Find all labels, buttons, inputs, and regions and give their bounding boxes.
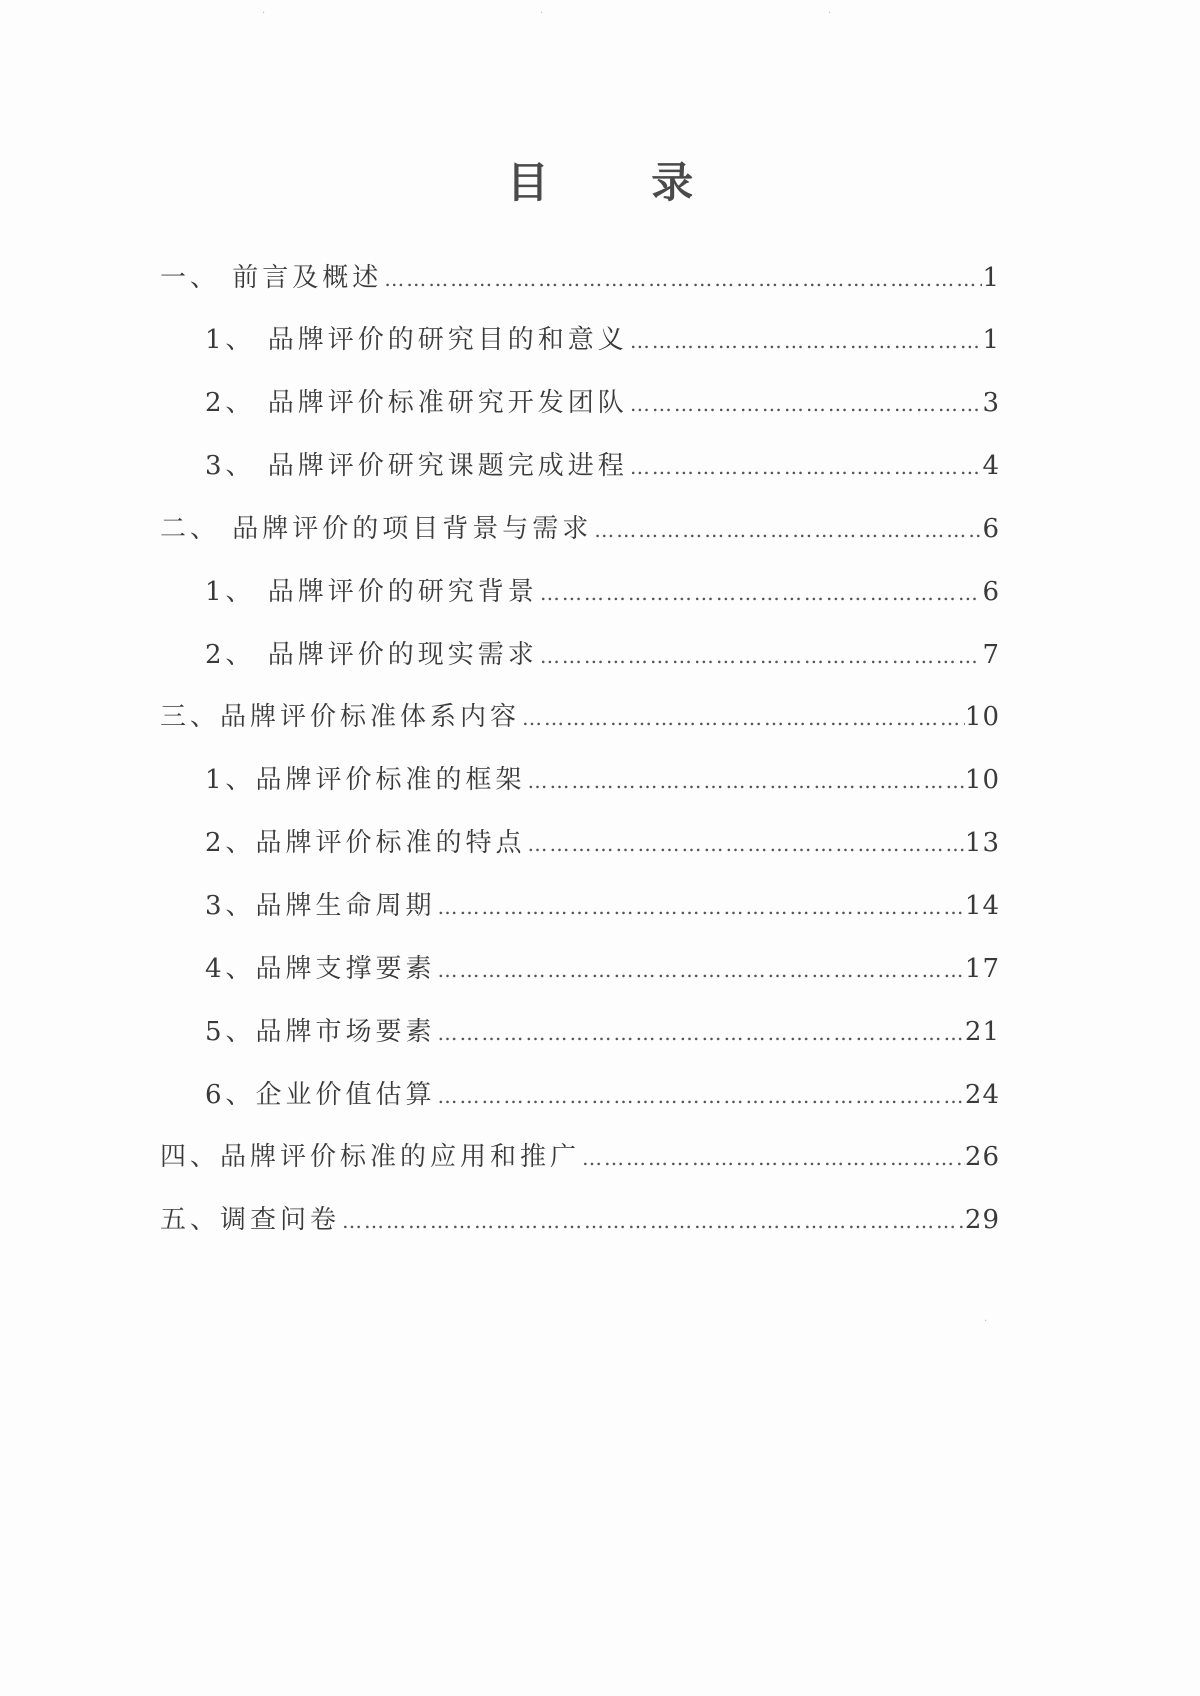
- toc-entry-3[interactable]: [205, 383, 1000, 423]
- toc-entry-label: 1、 品牌评价的研究目的和意义: [205, 325, 628, 355]
- toc-entry-label: 5、品牌市场要素: [205, 1017, 436, 1047]
- toc-entry-2[interactable]: [205, 320, 1000, 360]
- toc-entry-9[interactable]: [205, 760, 1000, 800]
- toc-entry-page: 13: [964, 828, 1000, 858]
- toc-entry-page: 17: [964, 954, 1000, 984]
- toc-entry-8[interactable]: [160, 697, 1000, 737]
- toc-entry-16[interactable]: [160, 1200, 1000, 1240]
- toc-leader-dots: [340, 1201, 965, 1240]
- toc-entry-12[interactable]: [205, 949, 1000, 989]
- toc-entry-label: 一、 前言及概述: [160, 263, 383, 293]
- toc-entry-page: 3: [982, 388, 1000, 418]
- toc-entry-7[interactable]: [205, 635, 1000, 675]
- toc-entry-1[interactable]: [160, 258, 1000, 298]
- toc-entry-label: 2、 品牌评价的现实需求: [205, 640, 538, 670]
- toc-entry-page: 10: [964, 702, 1000, 732]
- toc-leader-dots: [520, 698, 965, 737]
- toc-entry-label: 1、品牌评价标准的框架: [205, 765, 526, 795]
- toc-leader-dots: [436, 950, 965, 989]
- toc-entry-page: 1: [982, 325, 1000, 355]
- toc-entry-11[interactable]: [205, 886, 1000, 926]
- toc-leader-dots: [436, 887, 965, 926]
- toc-entry-label: 2、品牌评价标准的特点: [205, 828, 526, 858]
- toc-entry-15[interactable]: [160, 1137, 1000, 1177]
- toc-entry-page: 6: [982, 577, 1000, 607]
- toc-leader-dots: [526, 824, 965, 863]
- toc-leader-dots: [538, 573, 983, 612]
- toc-leader-dots: [580, 1138, 965, 1177]
- toc-entry-page: 6: [982, 514, 1000, 544]
- toc-entry-page: 10: [964, 765, 1000, 795]
- toc-entry-label: 3、品牌生命周期: [205, 891, 436, 921]
- toc-entry-page: 29: [964, 1205, 1000, 1235]
- toc-entry-page: 21: [964, 1017, 1000, 1047]
- toc-entry-label: 二、 品牌评价的项目背景与需求: [160, 514, 593, 544]
- toc-leader-dots: [628, 384, 983, 423]
- toc-entry-label: 4、品牌支撑要素: [205, 954, 436, 984]
- toc-leader-dots: [436, 1076, 965, 1115]
- toc-leader-dots: [592, 510, 982, 549]
- toc-entry-14[interactable]: [205, 1075, 1000, 1115]
- page-title: 目 录: [506, 158, 738, 207]
- toc-leader-dots: [382, 259, 982, 298]
- toc-entry-13[interactable]: [205, 1012, 1000, 1052]
- toc-entry-label: 3、 品牌评价研究课题完成进程: [205, 451, 628, 481]
- toc-entry-label: 6、企业价值估算: [205, 1080, 436, 1110]
- toc-entry-page: 1: [982, 263, 1000, 293]
- scan-speck: ·: [540, 8, 544, 19]
- toc-entry-page: 7: [982, 640, 1000, 670]
- toc-entry-10[interactable]: [205, 823, 1000, 863]
- toc-entry-label: 四、品牌评价标准的应用和推广: [160, 1142, 581, 1172]
- toc-entry-5[interactable]: [160, 509, 1000, 549]
- toc-leader-dots: [538, 636, 983, 675]
- toc-entry-6[interactable]: [205, 572, 1000, 612]
- toc-leader-dots: [628, 321, 983, 360]
- toc-entry-label: 三、品牌评价标准体系内容: [160, 702, 521, 732]
- toc-entry-4[interactable]: [205, 446, 1000, 486]
- toc-entry-label: 1、 品牌评价的研究背景: [205, 577, 538, 607]
- toc-leader-dots: [526, 761, 965, 800]
- toc-entry-label: 2、 品牌评价标准研究开发团队: [205, 388, 628, 418]
- toc-entry-page: 14: [964, 891, 1000, 921]
- toc-leader-dots: [436, 1013, 965, 1052]
- toc-entry-page: 24: [964, 1080, 1000, 1110]
- toc-entry-page: 26: [964, 1142, 1000, 1172]
- toc-entry-label: 五、调查问卷: [160, 1205, 341, 1235]
- toc-leader-dots: [628, 447, 983, 486]
- scan-speck: ·: [984, 1316, 988, 1327]
- toc-entry-page: 4: [982, 451, 1000, 481]
- scan-speck: ·: [262, 8, 266, 19]
- scan-speck: ·: [828, 8, 832, 19]
